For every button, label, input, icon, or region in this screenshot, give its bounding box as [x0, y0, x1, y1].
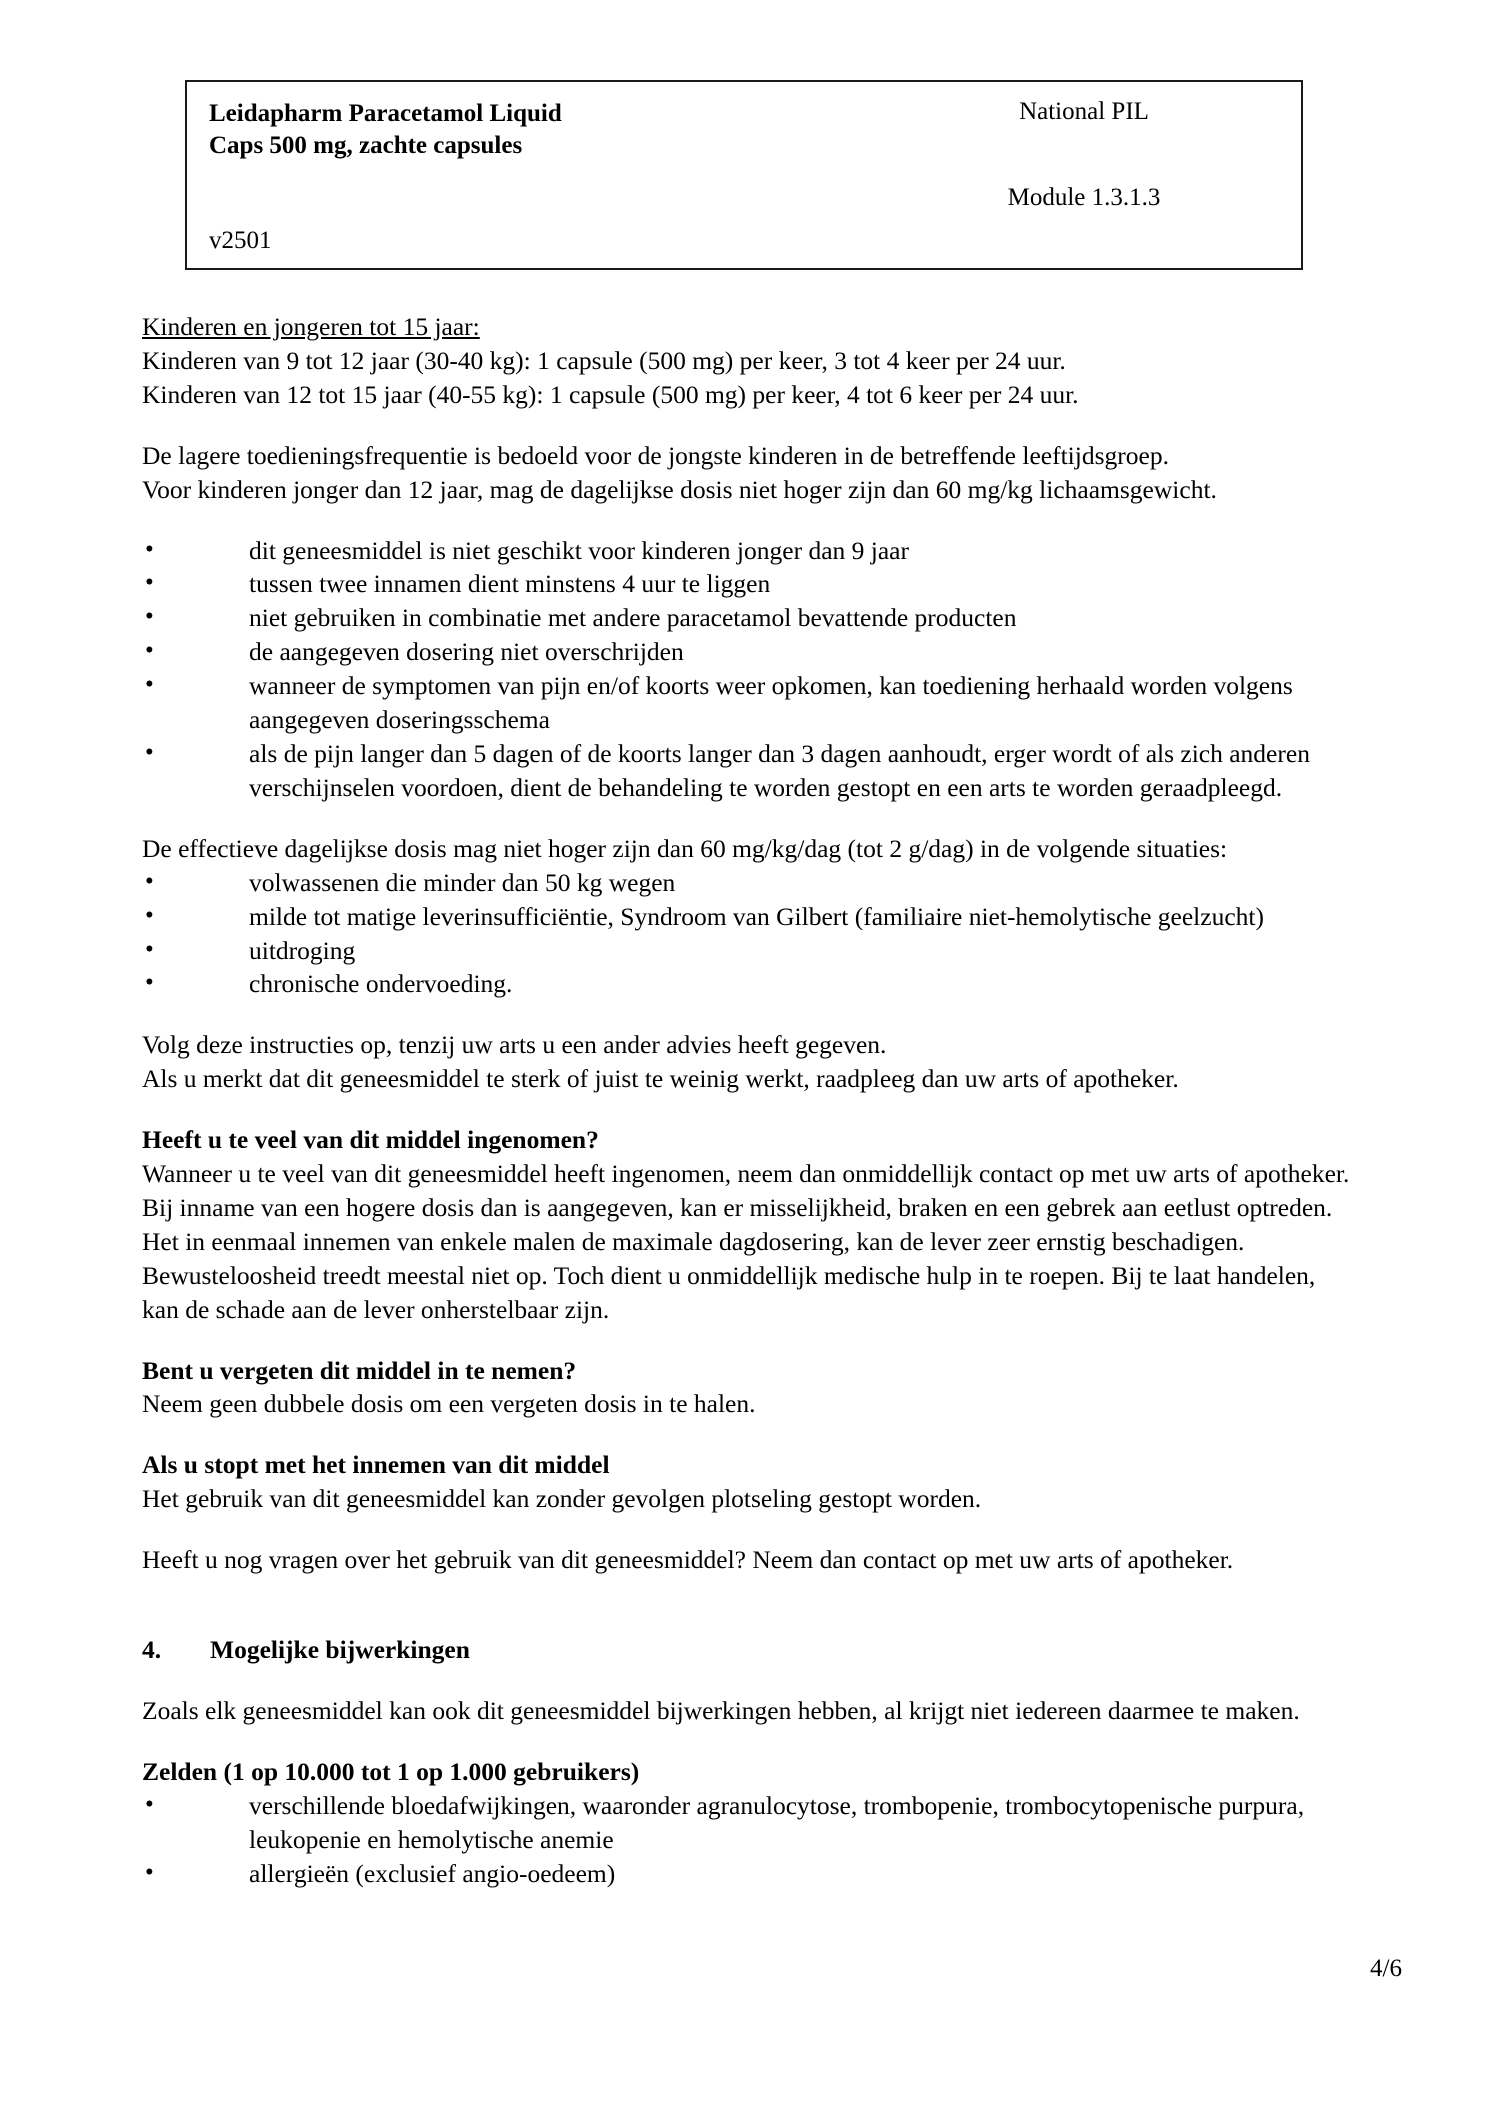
list-item: • uitdroging [142, 934, 1350, 968]
document-type: National PIL [1019, 98, 1149, 125]
spacer [142, 1577, 1350, 1633]
document-header-table [185, 80, 1303, 270]
list-item: • volwassenen die minder dan 50 kg wegen [142, 866, 1350, 900]
list-item: • wanneer de symptomen van pijn en/of koorts weer opkomen, kan toediening herhaald worden volgens aangegeven doseringsschema [142, 669, 1350, 737]
spacer [142, 1421, 1350, 1448]
product-title-line-2: Caps 500 mg, zachte capsules [209, 131, 523, 159]
document-body [142, 310, 1350, 1891]
list-item: • verschillende bloedafwijkingen, waaronder agranulocytose, trombopenie, trombocytopenische purpura, leukopenie en hemolytische anemie [142, 1789, 1350, 1857]
rare-side-effects-heading: Zelden (1 op 10.000 tot 1 op 1.000 gebruikers) [142, 1756, 640, 1786]
list-item: • de aangegeven dosering niet overschrijden [142, 635, 1350, 669]
frequency-note-line-1: De lagere toedieningsfrequentie is bedoeld voor de jongste kinderen in de betreffende leeftijdsgroep. [142, 440, 1169, 470]
header-right-cell [807, 82, 1301, 268]
missed-dose-heading: Bent u vergeten dit middel in te nemen? [142, 1355, 577, 1385]
spacer [142, 805, 1350, 832]
spacer [142, 507, 1350, 534]
instructions-line-2: Als u merkt dat dit geneesmiddel te sterk of juist te weinig werkt, raadpleeg dan uw arts of apotheker. [142, 1064, 1179, 1094]
product-title [209, 98, 807, 161]
document-version: v2501 [209, 227, 272, 254]
rare-side-effects-bullet-list [142, 1789, 1350, 1891]
spacer [142, 412, 1350, 439]
header-left-cell [187, 82, 807, 268]
list-item: • als de pijn langer dan 5 dagen of de koorts langer dan 3 dagen aanhoudt, erger wordt of als zich anderen verschijnselen voordoen, dient de behandeling te worden gestopt en een arts te worden geraadpleegd. [142, 737, 1350, 805]
section-4-number: 4. [142, 1635, 162, 1665]
dose-line-children-12-15: Kinderen van 12 tot 15 jaar (40-55 kg): 1 capsule (500 mg) per keer, 4 tot 6 keer per 24 uur. [142, 379, 1079, 409]
stopping-paragraph: Het gebruik van dit geneesmiddel kan zonder gevolgen plotseling gestopt worden. [142, 1484, 982, 1514]
spacer [142, 1001, 1350, 1028]
spacer [142, 1096, 1350, 1123]
instructions-line-1: Volg deze instructies op, tenzij uw arts u een ander advies heeft gegeven. [142, 1030, 887, 1060]
overdose-heading: Heeft u te veel van dit middel ingenomen? [142, 1125, 599, 1155]
list-item: • milde tot matige leverinsufficiëntie, Syndroom van Gilbert (familiaire niet-hemolytische geelzucht) [142, 900, 1350, 934]
stopping-heading: Als u stopt met het innemen van dit middel [142, 1450, 610, 1480]
warning-bullet-list [142, 534, 1350, 805]
frequency-note-line-2: Voor kinderen jonger dan 12 jaar, mag de dagelijkse dosis niet hoger zijn dan 60 mg/kg lichaamsgewicht. [142, 474, 1217, 504]
effective-dose-intro: De effectieve dagelijkse dosis mag niet hoger zijn dan 60 mg/kg/dag (tot 2 g/dag) in de volgende situaties: [142, 833, 1228, 863]
list-item: • allergieën (exclusief angio-oedeem) [142, 1857, 1350, 1891]
children-dosage-heading: Kinderen en jongeren tot 15 jaar: [142, 312, 480, 341]
list-item: • chronische ondervoeding. [142, 967, 1350, 1001]
spacer [142, 1516, 1350, 1543]
effective-dose-bullet-list [142, 866, 1350, 1002]
overdose-paragraph: Wanneer u te veel van dit geneesmiddel heeft ingenomen, neem dan onmiddellijk contact op met uw arts of apotheker. Bij inname van een hogere dosis dan is aangegeven, kan er misselijkheid, braken en een gebrek aan eetlust optreden. Het in eenmaal innemen van enkele malen de maximale dagdosering, kan de lever zeer ernstig beschadigen. Bewusteloosheid treedt meestal niet op. Toch dient u onmiddellijk medische hulp in te roepen. Bij te laat handelen, kan de schade aan de lever onherstelbaar zijn. [142, 1159, 1350, 1324]
missed-dose-paragraph: Neem geen dubbele dosis om een vergeten dosis in te halen. [142, 1389, 756, 1419]
page-number: 4/6 [1370, 1955, 1402, 1982]
list-item: • niet gebruiken in combinatie met andere paracetamol bevattende producten [142, 601, 1350, 635]
side-effects-intro: Zoals elk geneesmiddel kan ook dit geneesmiddel bijwerkingen hebben, al krijgt niet iedereen daarmee te maken. [142, 1696, 1300, 1725]
product-title-line-1: Leidapharm Paracetamol Liquid [209, 100, 562, 127]
questions-paragraph: Heeft u nog vragen over het gebruik van dit geneesmiddel? Neem dan contact op met uw arts of apotheker. [142, 1545, 1234, 1575]
list-item: • tussen twee innamen dient minstens 4 uur te liggen [142, 567, 1350, 601]
spacer [142, 1327, 1350, 1354]
section-4-title: Mogelijke bijwerkingen [210, 1635, 470, 1665]
list-item: • dit geneesmiddel is niet geschikt voor kinderen jonger dan 9 jaar [142, 534, 1350, 568]
document-module: Module 1.3.1.3 [1007, 184, 1161, 211]
spacer [142, 1728, 1350, 1755]
section-4-heading [142, 1633, 1350, 1667]
dose-line-children-9-12: Kinderen van 9 tot 12 jaar (30-40 kg): 1 capsule (500 mg) per keer, 3 tot 4 keer per 24 uur. [142, 345, 1066, 375]
spacer [142, 1667, 1350, 1694]
